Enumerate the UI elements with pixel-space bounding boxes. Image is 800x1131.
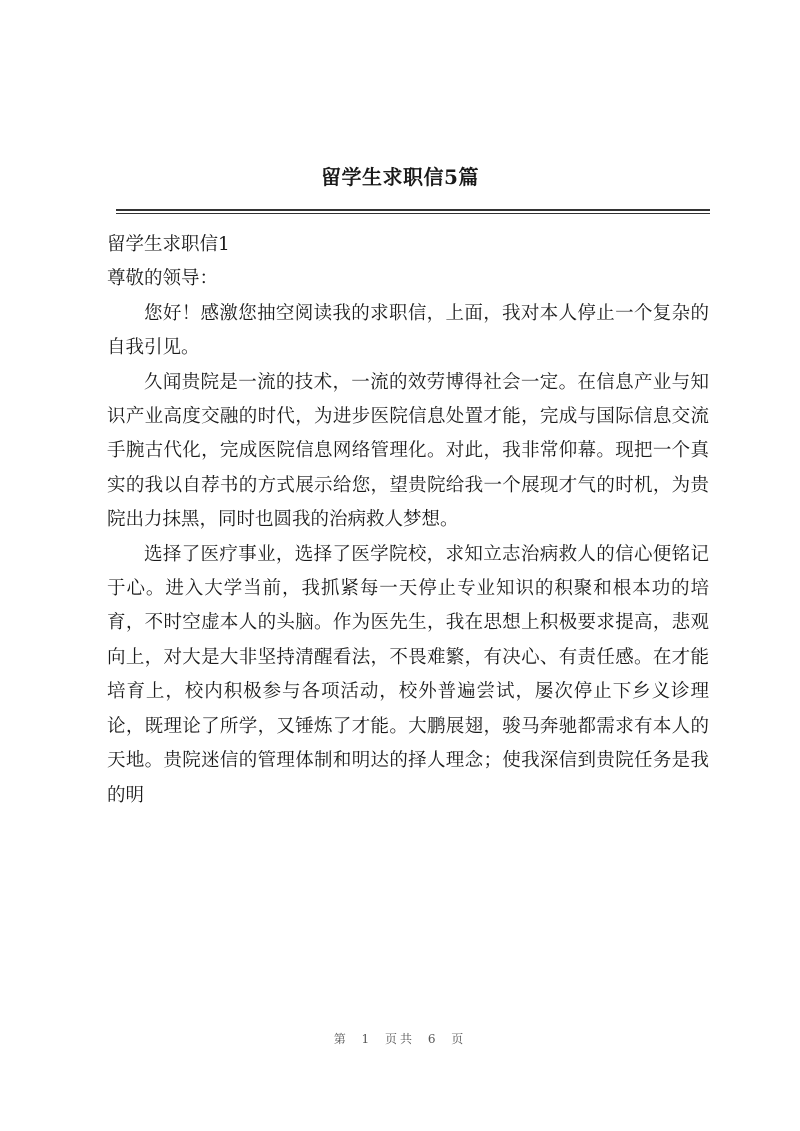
title-divider xyxy=(116,209,710,214)
paragraph-3: 选择了医疗事业，选择了医学院校，求知立志治病救人的信心便铭记于心。进入大学当前，我抓紧每一天停止专业知识的积聚和根本功的培育，不时空虚本人的头脑。作为医先生，我在思想上积极要求提高，悲观向上，对大是大非坚持清醒看法，不畏难繁，有决心、有责任感。在才能培育上，校内积极参与各项活动，校外普遍尝试，屡次停止下乡义诊理论，既理论了所学，又锤炼了才能。大鹏展翅，骏马奔驰都需求有本人的天地。贵院迷信的管理体制和明达的择人理念；使我深信到贵院任务是我的明 xyxy=(107,543,709,806)
paragraph-1: 您好！感激您抽空阅读我的求职信，上面，我对本人停止一个复杂的自我引见。 xyxy=(107,302,709,359)
document-title: 留学生求职信5篇 xyxy=(321,165,479,189)
section-heading: 留学生求职信1 xyxy=(107,234,230,255)
paragraph-2: 久闻贵院是一流的技术，一流的效劳博得社会一定。在信息产业与知识产业高度交融的时代，为进步医院信息处置才能，完成与国际信息交流手腕古代化，完成医院信息网络管理化。对此，我非常仰幕。现把一个真实的我以自荐书的方式展示给您，望贵院给我一个展现才气的时机，为贵院出力抹黑，同时也圆我的治病救人梦想。 xyxy=(107,371,709,531)
salutation: 尊敬的领导： xyxy=(107,268,219,290)
document-body xyxy=(107,228,709,813)
page-number-footer: 第 1 页共 6 页 xyxy=(333,1032,467,1046)
